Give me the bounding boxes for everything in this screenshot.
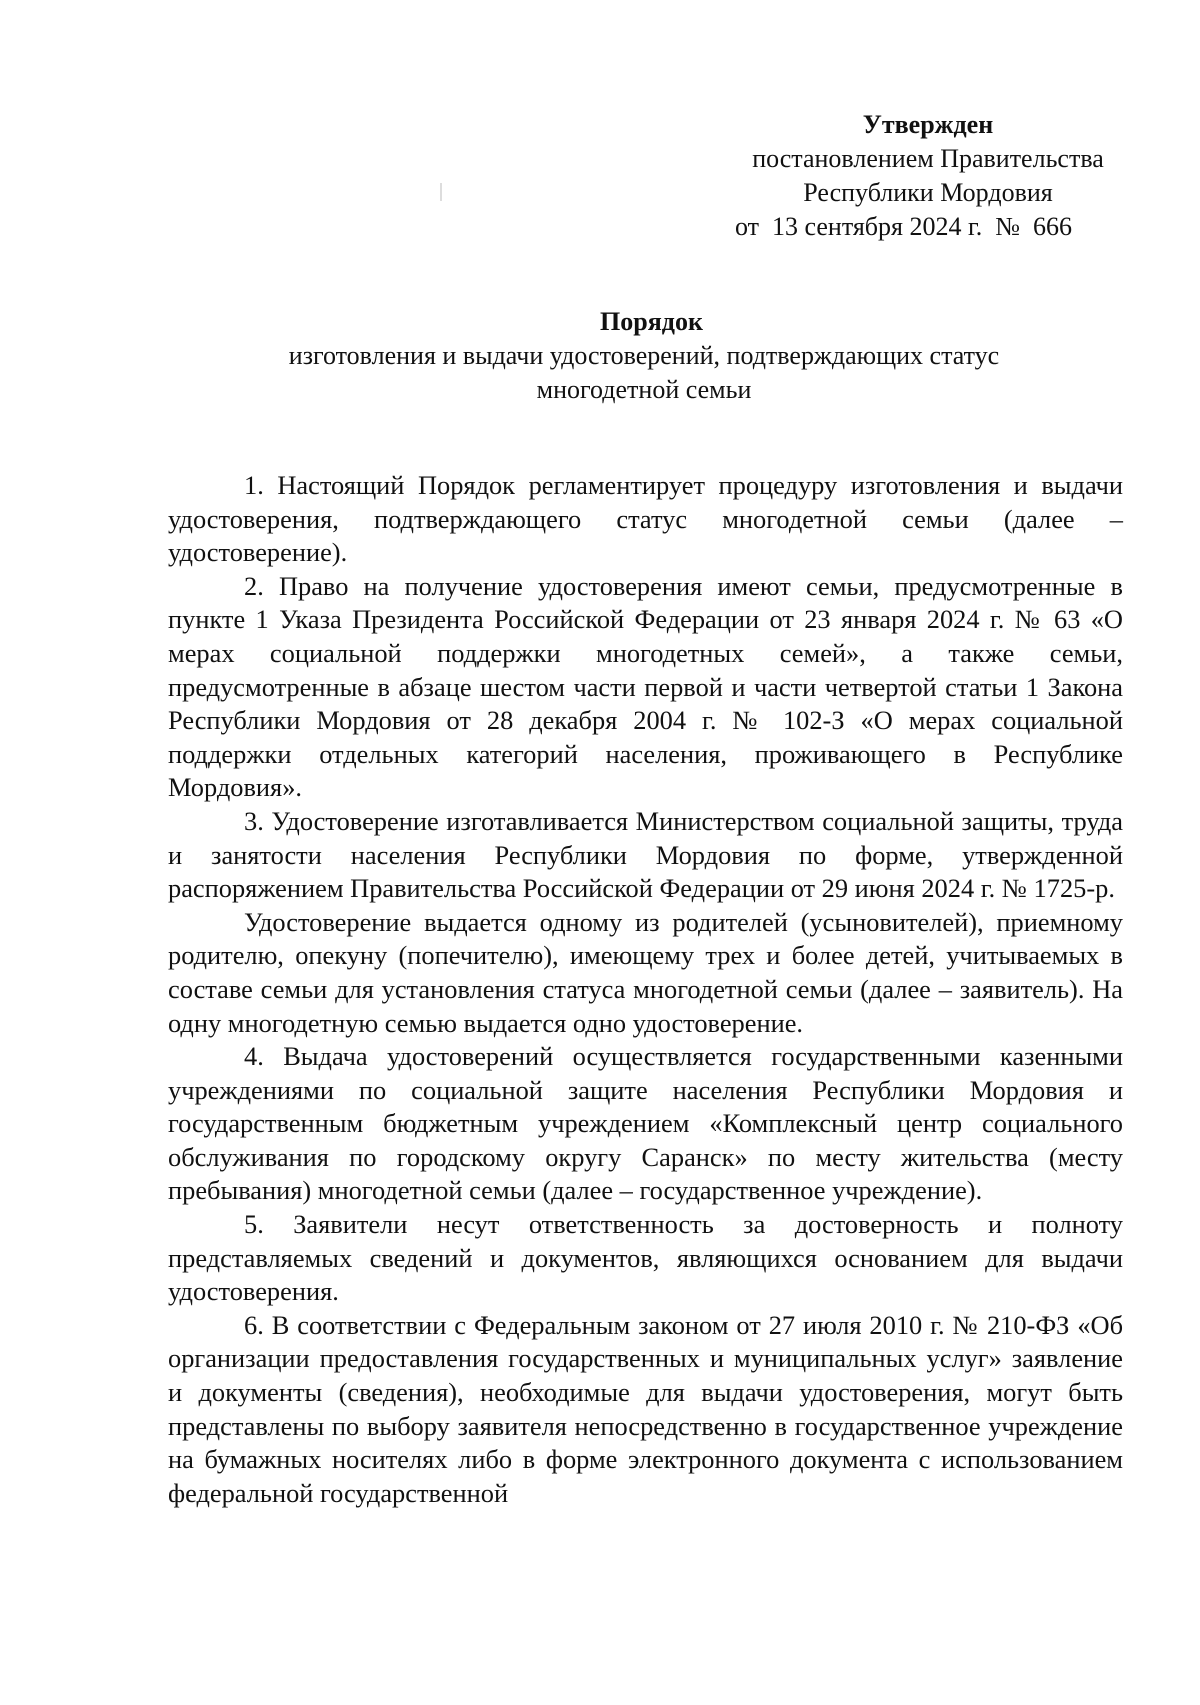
document-title: Порядок	[600, 307, 703, 336]
approval-line-2: Республики Мордовия	[803, 178, 1053, 207]
paragraph-3-continued: Удостоверение выдается одному из родителей (усыновителей), приемному родителю, опекуну (попечителю), имеющему трех и более детей, учитываемых в составе семьи для установления статуса многодетной семьи (далее – заявитель). На одну многодетную семью выдается одно удостоверение.	[168, 906, 1123, 1038]
paragraph-5: 5. Заявители несут ответственность за достоверность и полноту представляемых сведений и документов, являющихся основанием для выдачи удостоверения.	[168, 1209, 1123, 1307]
paragraph-6: 6. В соответствии с Федеральным законом от 27 июля 2010 г. № 210-ФЗ «Об организации предоставления государственных и муниципальных услуг» заявление и документы (сведения), необходимые для выдачи удостоверения, могут быть представлены по выбору заявителя непосредственно в государственное учреждение на бумажных носителях либо в форме электронного документа с использованием федеральной государственной	[168, 1309, 1123, 1508]
paragraph-4: 4. Выдача удостоверений осуществляется государственными казенными учреждениями по социальной защите населения Республики Мордовия и государственным бюджетным учреждением «Комплексный центр социального обслуживания по городскому округу Саранск» по месту жительства (месту пребывания) многодетной семьи (далее – государственное учреждение).	[168, 1041, 1123, 1206]
approval-line-1: постановлением Правительства	[752, 144, 1104, 173]
approval-date-number	[728, 210, 1128, 244]
document-subtitle: изготовления и выдачи удостоверений, подтверждающих статус многодетной семьи	[288, 341, 1000, 404]
document-title-block	[168, 305, 1120, 407]
approval-stamp-block	[728, 108, 1128, 244]
paragraph-2: 2. Право на получение удостоверения имеют семьи, предусмотренные в пункте 1 Указа Президента Российской Федерации от 23 января 2024 г. № 63 «О мерах социальной поддержки многодетных семей», а также семьи, предусмотренные в абзаце шестом части первой и части четвертой статьи 1 Закона Республики Мордовия от 28 декабря 2004 г. № 102-З «О мерах социальной поддержки отдельных категорий населения, проживающего в Республике Мордовия».	[168, 570, 1123, 803]
document-body	[168, 469, 1123, 1510]
approval-heading: Утвержден	[862, 110, 994, 139]
paragraph-1: 1. Настоящий Порядок регламентирует процедуру изготовления и выдачи удостоверения, подтверждающего статус многодетной семьи (далее – удостоверение).	[168, 470, 1123, 568]
approval-date-text: от 13 сентября 2024 г. № 666	[735, 212, 1073, 241]
paragraph-3: 3. Удостоверение изготавливается Министерством социальной защиты, труда и занятости населения Республики Мордовия по форме, утвержденной распоряжением Правительства Российской Федерации от 29 июня 2024 г. № 1725-р.	[168, 805, 1123, 904]
scan-artifact	[440, 183, 442, 201]
